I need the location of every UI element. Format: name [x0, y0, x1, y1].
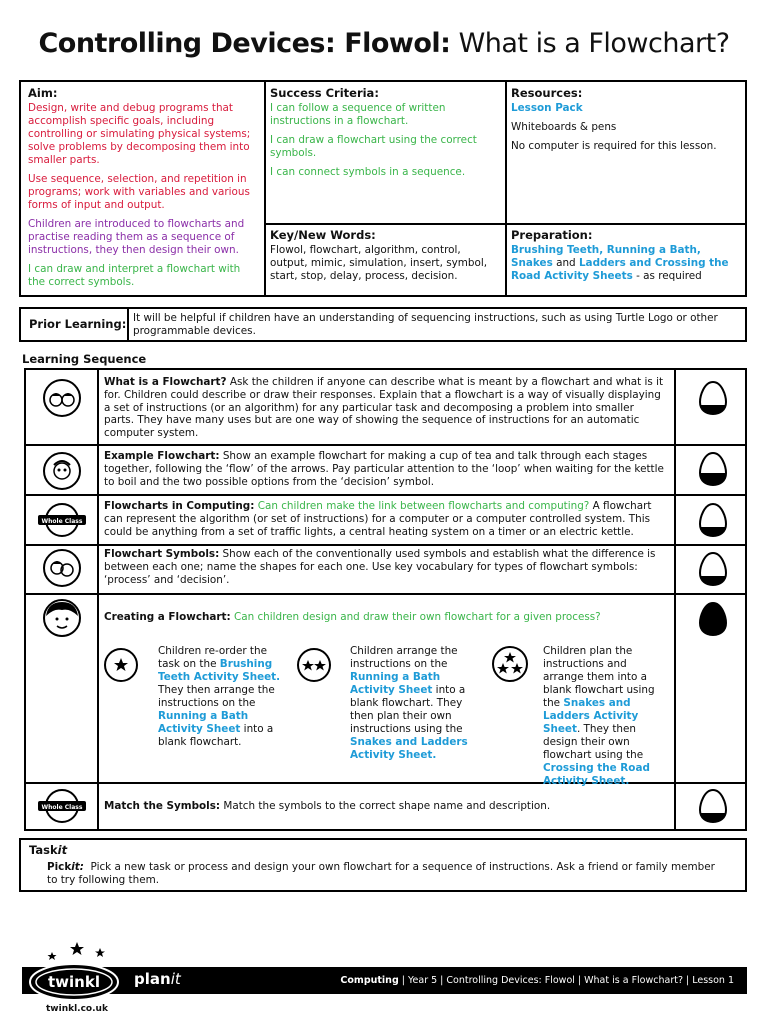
crossing-road-link[interactable]: Crossing the Road Activity Sheet.: [543, 762, 650, 787]
activity-sheets-link[interactable]: Brushing Teeth, Running a Bath, Snakes: [511, 244, 701, 269]
prior-learning-label: Prior Learning:: [29, 317, 127, 331]
sequence-question: Can children design and draw their own flowchart for a given process?: [230, 611, 601, 623]
running-bath-link[interactable]: Running a Bath Activity Sheet: [350, 671, 441, 696]
svg-text:twinkl: twinkl: [48, 973, 100, 991]
sequence-text-1: [104, 376, 664, 440]
prior-learning-text: It will be helpful if children have an understanding of sequencing instructions, such as using Turtle Logo or other programmable devices.: [133, 312, 718, 337]
taskit-heading: [29, 844, 67, 857]
egg-one-third-icon: [698, 788, 728, 824]
preparation-section: [511, 228, 743, 289]
three-star-icon: [491, 645, 529, 683]
sequence-body: A flowchart can represent the algorithm (or set of instructions) for a computer or a computer controlled system. This could be anything from a set of traffic lights, a central heating system on a timer or an electric kettle.: [104, 500, 652, 538]
diff-text: Children re-order the task on the: [158, 645, 267, 670]
diff-text: They then arrange the instructions on the: [158, 684, 275, 709]
twinkl-url: twinkl.co.uk: [46, 1004, 108, 1014]
sequence-text-3: [104, 500, 664, 538]
planit-logo: [134, 970, 181, 988]
lesson-pack-link[interactable]: Lesson Pack: [511, 102, 583, 114]
sequence-text-2: [104, 450, 664, 488]
snakes-ladders-link[interactable]: Snakes and Ladders Activity Sheet: [543, 697, 639, 735]
svg-text:Whole Class: Whole Class: [41, 518, 83, 525]
egg-one-third-icon: [698, 380, 728, 416]
sequence-title: Flowcharts in Computing:: [104, 500, 255, 512]
preparation-tail: - as required: [632, 270, 702, 282]
activity-sheets-link-2[interactable]: Ladders and Crossing the Road Activity Sheets: [511, 257, 729, 282]
taskit-heading-b: it: [57, 843, 68, 857]
pickit-a: Pick: [47, 861, 72, 873]
footer-breadcrumb: [340, 975, 734, 986]
resource-item: No computer is required for this lesson.: [511, 140, 717, 152]
sequence-body: Show an example flowchart for making a cup of tea and talk through each stages together, following the ‘flow’ of the arrows. Pay particular attention to the ‘loop’ when waiting for the kettle to boil and the two possible options from the ‘decision’ symbol.: [104, 450, 664, 488]
success-heading: Success Criteria:: [270, 86, 379, 100]
individual-icon: [42, 598, 82, 638]
diff-text: Children arrange the instructions on the: [350, 645, 458, 670]
resource-item: Whiteboards & pens: [511, 121, 617, 133]
egg-one-third-icon: [698, 551, 728, 587]
egg-one-third-icon: [698, 502, 728, 538]
sequence-body: Show each of the conventionally used symbols and establish what the difference is between each one; name the shapes for each one. Use key vocabulary for types of flowchart symbols: ‘process’ and ‘decision’.: [104, 548, 656, 586]
pickit-text: [47, 861, 727, 887]
sequence-title: Example Flowchart:: [104, 450, 220, 462]
learning-sequence-heading: Learning Sequence: [22, 352, 147, 366]
lesson-overview-box: [19, 80, 747, 297]
taskit-box: [19, 838, 747, 892]
aim-heading: Aim:: [28, 86, 58, 100]
diff-text: . They then design their own flowchart using the: [543, 723, 644, 761]
sequence-body: Match the symbols to the correct shape name and description.: [220, 800, 551, 812]
differentiation-one-star: [158, 645, 288, 749]
planit-plan: plan: [134, 970, 171, 988]
footer: [0, 940, 768, 1024]
sequence-title: Flowchart Symbols:: [104, 548, 220, 560]
differentiation-two-star: [350, 645, 472, 762]
pickit-b: it:: [71, 861, 84, 873]
resources-section: [511, 86, 743, 159]
aim-objective-4: I can draw and interpret a flowchart with the correct symbols.: [28, 263, 241, 288]
sequence-body: Ask the children if anyone can describe what is meant by a flowchart and what is it for. Children could describe or draw their responses. Explain that a flowchart is a way of visually displaying a set of instructions (or an algorithm) for any particular task and decomposing a problem into smaller parts. They have many uses but are one way of showing the sequence of instructions for an automatic computer system.: [104, 376, 664, 440]
preparation-and: and: [556, 257, 579, 269]
keywords-heading: Key/New Words:: [270, 228, 376, 242]
page-title: [0, 28, 768, 59]
success-item: I can draw a flowchart using the correct symbols.: [270, 134, 477, 159]
sequence-title: Match the Symbols:: [104, 800, 221, 812]
title-regular: What is a Flowchart?: [450, 28, 730, 59]
success-criteria-section: [270, 86, 498, 185]
success-item: I can connect symbols in a sequence.: [270, 166, 466, 178]
one-star-icon: [103, 647, 139, 683]
aim-objective-2: Use sequence, selection, and repetition in programs; work with variables and various forms of input and output.: [28, 173, 250, 211]
footer-subject: Computing: [340, 975, 399, 986]
aim-section: [28, 86, 260, 295]
title-bold: Controlling Devices: Flowol:: [38, 28, 451, 59]
pair-icon: [42, 378, 82, 418]
brushing-teeth-link[interactable]: Brushing Teeth Activity Sheet.: [158, 658, 281, 683]
two-star-icon: [296, 647, 332, 683]
footer-crumbs: | Year 5 | Controlling Devices: Flowol | What is a Flowchart? | Lesson 1: [398, 975, 734, 986]
aim-objective-1: Design, write and debug programs that accomplish specific goals, including controlling or simulating physical systems; solve problems by decomposing them into smaller parts.: [28, 102, 251, 166]
sequence-text-4: [104, 548, 664, 586]
diff-text: Children plan the instructions and arrange them into a blank flowchart using the: [543, 645, 655, 709]
snakes-ladders-link[interactable]: Snakes and Ladders Activity Sheet.: [350, 736, 468, 761]
sequence-title: Creating a Flowchart:: [104, 611, 231, 623]
running-bath-link[interactable]: Running a Bath Activity Sheet: [158, 710, 249, 735]
taskit-heading-a: Task: [29, 843, 58, 857]
sequence-text-5: [104, 611, 664, 624]
egg-two-thirds-icon: [698, 451, 728, 487]
key-words-section: [270, 228, 500, 289]
sequence-text-6: [104, 800, 664, 813]
preparation-heading: Preparation:: [511, 228, 593, 242]
aim-objective-3: Children are introduced to flowcharts and practise reading them as a sequence of instructions, they then design their own.: [28, 218, 245, 256]
planit-it: it: [170, 970, 181, 988]
whole-class-icon: [34, 784, 90, 828]
diff-text: into a blank flowchart. They then plan their own instructions using the: [350, 684, 466, 735]
whole-class-icon: [34, 498, 90, 542]
success-item: I can follow a sequence of written instructions in a flowchart.: [270, 102, 446, 127]
keywords-text: Flowol, flowchart, algorithm, control, output, mimic, simulation, insert, symbol, start, stop, delay, process, decision.: [270, 244, 488, 282]
egg-full-icon: [698, 601, 728, 637]
sequence-question: Can children make the link between flowcharts and computing?: [254, 500, 590, 512]
resources-heading: Resources:: [511, 86, 583, 100]
svg-text:Whole Class: Whole Class: [41, 804, 83, 811]
differentiation-three-star: [543, 645, 669, 788]
pickit-body: Pick a new task or process and design your own flowchart for a sequence of instructions. Ask a friend or family member to try following them.: [47, 861, 715, 886]
prior-learning-box: [19, 307, 747, 342]
sequence-title: What is a Flowchart?: [104, 376, 227, 388]
pair-icon: [42, 451, 82, 491]
diff-text: into a blank flowchart.: [158, 723, 274, 748]
pair-icon: [42, 548, 82, 588]
